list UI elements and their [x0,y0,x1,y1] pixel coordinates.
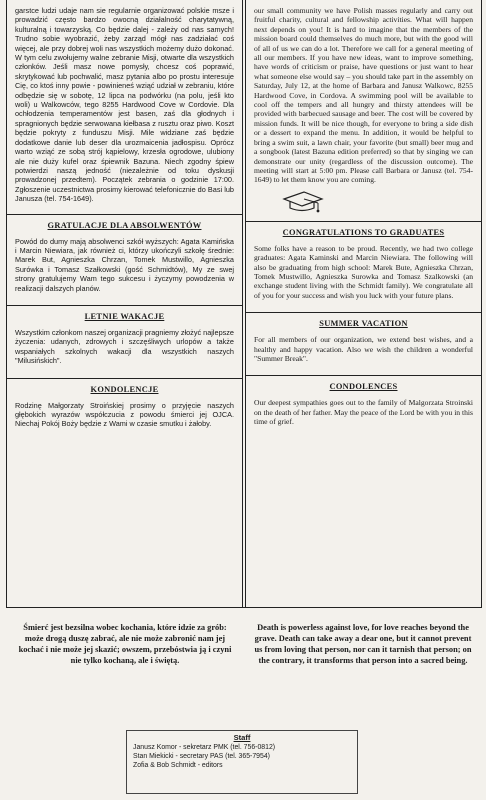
condolences-section [246,375,481,426]
staff-line: Janusz Komor - sekretarz PMK (tel. 756-0812) [133,744,276,751]
congratulations-text: Some folks have a reason to be proud. Recently, we had two college graduates: Agata Kaminski and Marcin Niewiara. The following will also be graduating from high school: Marek Bute, Agnieszka Chrzan, Tomek Mustwillo, Agnieszka Surowka and Tomasz Szalkowski (an exchange student living with the Schmidt family). We congratulate all of you for your success and wish you luck with your future plans. [254,243,473,300]
gratulacje-heading: GRATULACJE DLA ABSOLWENTÓW [47,220,202,230]
polish-quote: Śmierć jest bezsilna wobec kochania, które idzie za grób: może drogą duszę zabrać, ale nie może zabronić nam jej kochać i nie może jej skazić; owszem, przebóstwia ją i czyni nie tylko kochaną, ale i świętą. [18,623,232,665]
quotes-row [6,607,482,708]
wakacje-section [7,305,242,366]
kondolencje-text: Rodzinę Małgorzaty Stroińskiej prosimy o przyjęcie naszych głębokich wyrazów współczucia z powodu śmierci jej OJCA. Niechaj Pokój Boży będzie z Wami w czasie smutku i żałoby. [15,400,234,429]
vacation-heading: SUMMER VACATION [319,319,408,329]
gratulacje-section [7,214,242,293]
gratulacje-text: Powód do dumy mają absolwenci szkół wyższych: Agata Kamińska i Marcin Niewiara, jak również ci, którzy ukończyli szkołę średnie: Marek But, Agnieszka Chrzan, Tomek Mustwillo, Agnieszka Surówka i Tomasz Szałkowski (gość Schmidtów), My ze swej strony gratulujemy Wam tego sukcesu i życzymy powodzenia w realizacji dalszych planów. [15,236,234,293]
english-quote: Death is powerless against love, for love reaches beyond the grave. Death can take away a dear one, but it cannot prevent us from loving that person, nor can it tarnish that person; on the contrary, it transforms that person into a sacred being. [254,623,472,665]
condolences-text: Our deepest sympathies goes out to the family of Malgorzata Stroinski on the death of her father. May the peace of the Lord be with you in this time of grief. [254,398,473,427]
staff-line: Zofia & Bob Schmidt - editors [133,762,223,769]
kondolencje-heading: KONDOLENCJE [90,384,159,394]
congratulations-heading: CONGRATULATIONS TO GRADUATES [282,227,445,237]
english-column [245,0,482,607]
kondolencje-section [7,378,242,429]
columns [6,0,482,607]
polish-intro-text: garstce ludzi udaje nam sie regularnie organizować polskie msze i prowadzić często bardzo owocną działalność charytatywną, kulturalną i towarzyską. Co będzie dalej - zależy od nas samych! Trudno sobie wyobrazić, żeby zarząd mógł nas zadziałać coś więcej, ale przy dobrej woli nas wszystkich możemy dużo dokonać. W tym celu zwołujemy walne zebranie Misji, otwarte dla wszystkich członków. Jeśli masz nowe pomysły, chcesz coś poprawić, skrytykować lub pochwalić, masz pytania albo po prostu interesuje Cię, co ktoś inny powie - powinieneś wziąć udział w zebraniu, które odbędzie się w sobotę, 12 lipca na podwórku (na polu, jeśli kto woli) u Walkowców, tego 8255 Hardwood Cove w Cordovie. Dla ochłodzenia temperamentów jest basen, zaś dla głodnych i spragnionych będzie serwowana kiełbasa z rusztu oraz piwo. Koszt będzie pokryty z funduszu Misji. Mile widziane zaś będzie dodatkowe danie lub deser dla urozmaicenia jadłospisu. Oprócz warto wziąć ze sobą strój kąpielowy, krzesła ogrodowe, ulubiony ale nie duży kufel oraz śpiewnik Bazuna. Niech zgodny śpiew potwierdzi naszą jedność (niezależnie od toku dyskusji prowadzonej przedtem). Początek zebrania o godzinie 17:00. Zgłoszenie uczestnictwa prosimy kierować telefonicznie do Basi lub Janusza (tel. 754-1649). [15,6,234,204]
condolences-heading: CONDOLENCES [329,382,398,392]
congratulations-section [246,221,481,300]
vacation-text: For all members of our organization, we extend best wishes, and a healthy and happy vacation. Also we wish the children a wonderful "Summer Break". [254,335,473,363]
graduation-cap-icon [280,189,324,215]
wakacje-text: Wszystkim członkom naszej organizacji pragniemy złożyć najlepsze życzenia: udanych, zdrowych i szczęśliwych urlopów a także wspaniałych szkolnych wakacji dla wszystkich naszych "Milusińskich". [15,327,234,366]
staff-title: Staff [233,733,251,742]
staff-line: Stan Miekicki - secretary PAS (tel. 365-7954) [133,753,270,760]
vacation-section [246,312,481,363]
wakacje-heading: LETNIE WAKACJE [84,311,165,321]
staff-box [126,730,358,794]
polish-column [6,0,243,607]
english-intro-text: our small community we have Polish masses regularly and carry out fruitful charity, cultural and fellowship activities. What will happen next depends on you! It is hard to imagine that the members of the mission board could themselves do much more, but with the good will of all of us we can do a lot. Therefore we call for a general meeting of all our members. If you have new ideas, want to improve something, have words of criticism or praise, have questions or just want to hear what someone else would say – you should take part in the assembly on Saturday, July 12, at the home of Barbara and Janusz Walkowc, 8255 Hardwood Cove, in Cordova. A swimming pool will be available to cool off the tempers and all hungry and thirsty attendees will be provided with barbecued sausage and beer. The cost will be covered by mission funds. It will be nice though, for everyone to bring a side dish or a dessert to expand the menu. In addition, it would be helpful to bring a swim suit, a lawn chair, your favorite (but small) beer mug and a songbook (latest Bazuna edition preferred) so that by singing we can demonstrate our unity (regardless of the discussion outcome). The meeting will start at 5:00 pm. Please call Barbara or Janusz (tel. 754-1649) to let them know you are coming. [254,6,473,185]
